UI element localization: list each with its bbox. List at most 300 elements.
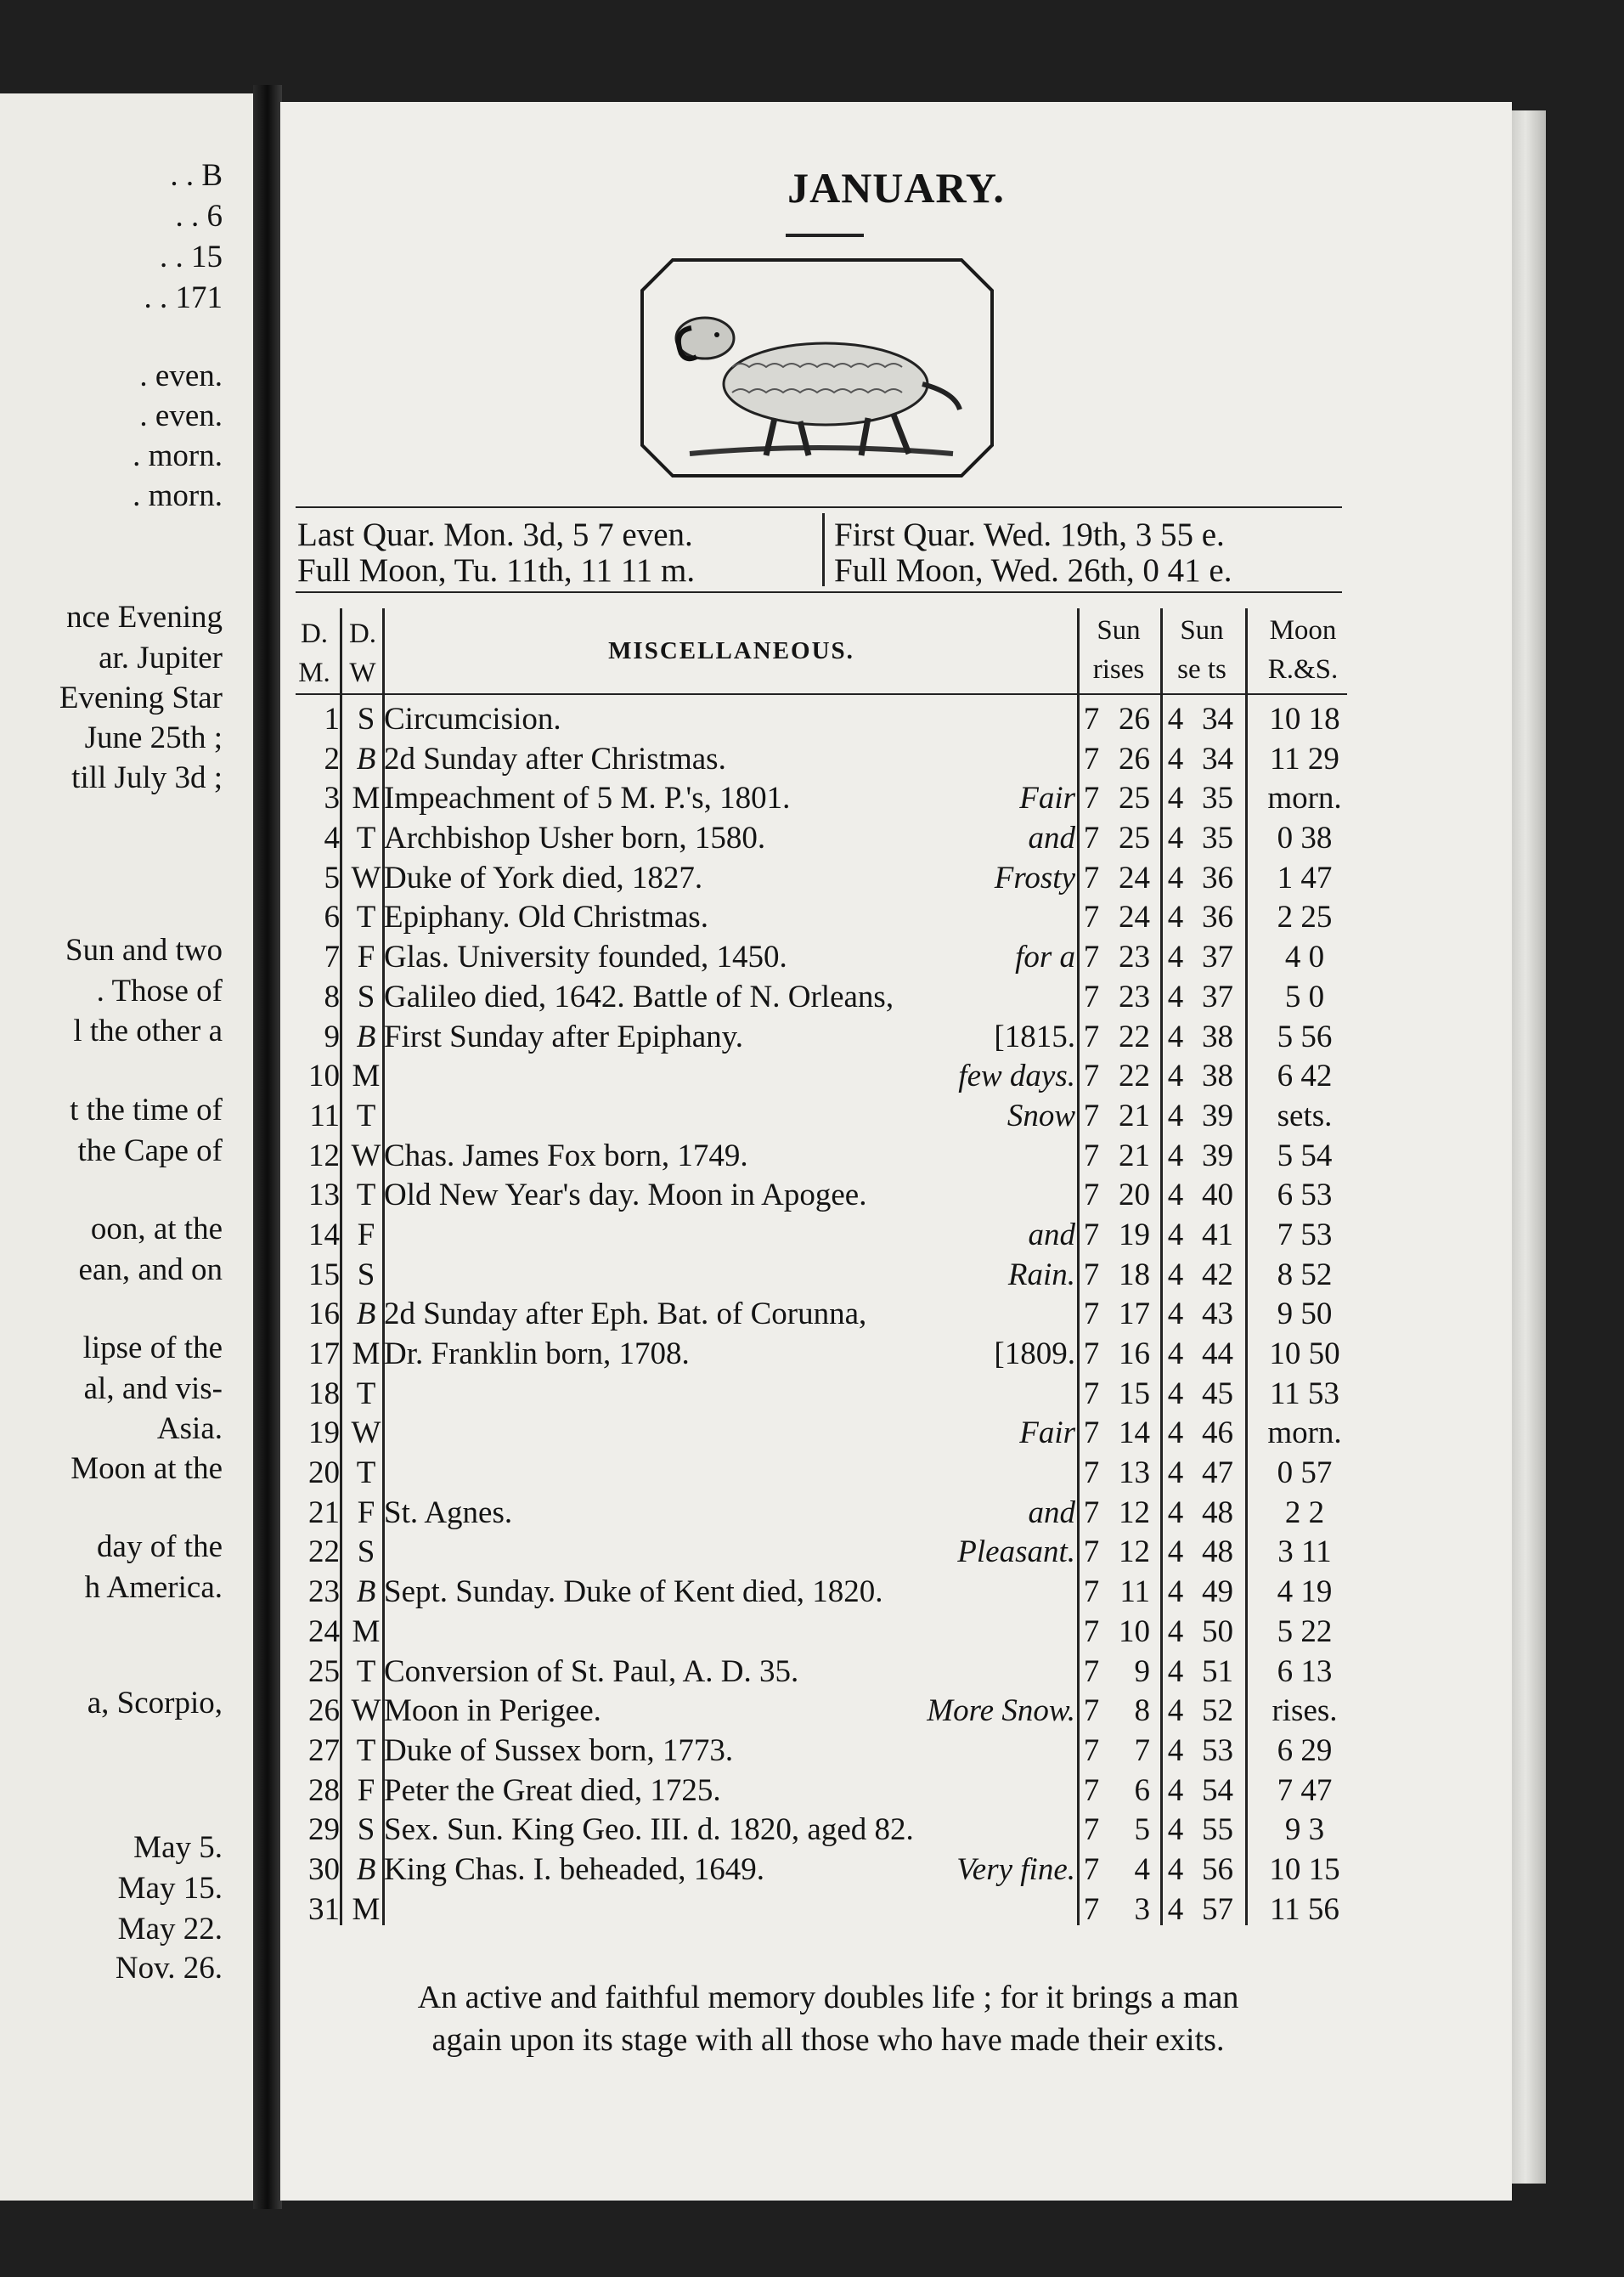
sunset-minute: 44 [1202, 1336, 1233, 1371]
event-text: Peter the Great died, 1725. [384, 1772, 721, 1808]
day-of-month: 14 [308, 1217, 340, 1252]
sunrise-minute: 16 [1119, 1336, 1150, 1371]
day-of-month: 23 [308, 1574, 340, 1610]
day-of-week: F [357, 1772, 375, 1808]
sunrise-hour: 7 [1083, 1732, 1100, 1768]
table-row [289, 1176, 1351, 1216]
left-fragment-line: Sun and two [65, 933, 223, 968]
sunrise-hour: 7 [1083, 1098, 1100, 1133]
weather-note: and [1028, 1494, 1075, 1530]
sunset-hour: 4 [1167, 900, 1184, 935]
table-row [289, 1335, 1351, 1375]
sunset-minute: 38 [1202, 1059, 1233, 1094]
sunrise-minute: 25 [1119, 821, 1150, 856]
ram-icon [639, 257, 995, 479]
left-fragment-line: lipse of the [82, 1331, 223, 1365]
day-of-month: 7 [324, 940, 340, 975]
sunrise-minute: 4 [1134, 1851, 1150, 1887]
sunrise-minute: 12 [1119, 1534, 1150, 1570]
day-of-week: T [356, 1376, 376, 1411]
sunset-minute: 40 [1202, 1178, 1233, 1213]
day-of-month: 18 [308, 1376, 340, 1411]
event-text: Circumcision. [384, 702, 561, 737]
sunset-hour: 4 [1167, 781, 1184, 816]
left-fragment-line: May 22. [117, 1912, 223, 1946]
phase-divider [822, 513, 825, 586]
moon-rise-set: 9 3 [1284, 1812, 1325, 1848]
event-text: Duke of York died, 1827. [384, 860, 703, 896]
phase-first-quarter: First Quar. Wed. 19th, 3 55 e. [834, 517, 1225, 553]
header-miscellaneous: MISCELLANEOUS. [608, 637, 854, 664]
sunset-minute: 43 [1202, 1297, 1233, 1332]
book-spine [253, 85, 282, 2209]
event-text: 2d Sunday after Eph. Bat. of Corunna, [384, 1297, 867, 1332]
table-row [289, 1295, 1351, 1335]
table-row [289, 779, 1351, 819]
table-row [289, 1771, 1351, 1811]
sunset-hour: 4 [1167, 1534, 1184, 1570]
day-of-week: M [352, 1336, 381, 1371]
sunrise-hour: 7 [1083, 900, 1100, 935]
table-row [289, 1573, 1351, 1613]
sunrise-hour: 7 [1083, 1059, 1100, 1094]
table-row [289, 740, 1351, 780]
left-fragment-line: June 25th ; [84, 720, 223, 755]
left-fragment-line: the Cape of [77, 1133, 223, 1168]
sunrise-hour: 7 [1083, 1494, 1100, 1530]
day-of-week: S [357, 1534, 375, 1570]
sunset-minute: 35 [1202, 821, 1233, 856]
day-of-month: 16 [308, 1297, 340, 1332]
day-of-month: 3 [324, 781, 340, 816]
day-of-week: F [357, 1494, 375, 1530]
table-row [289, 1375, 1351, 1415]
sunset-minute: 57 [1202, 1891, 1233, 1927]
weather-note: Very fine. [956, 1851, 1075, 1887]
sunset-minute: 51 [1202, 1653, 1233, 1689]
left-fragment-line: a, Scorpio, [87, 1686, 223, 1720]
day-of-month: 20 [308, 1455, 340, 1491]
day-of-month: 2 [324, 741, 340, 777]
phase-rule-bottom [296, 591, 1342, 593]
left-fragment-line: al, and vis- [83, 1371, 223, 1406]
day-of-week: W [351, 1415, 381, 1451]
day-of-month: 13 [308, 1178, 340, 1213]
day-of-week: T [356, 1455, 376, 1491]
left-fragment-line: l the other a [73, 1014, 223, 1048]
title-rule [786, 234, 864, 237]
weather-note: Pleasant. [957, 1534, 1075, 1570]
day-of-week: M [352, 1891, 381, 1927]
sunset-hour: 4 [1167, 1891, 1184, 1927]
day-of-month: 6 [324, 900, 340, 935]
table-row [289, 859, 1351, 899]
weather-note: Fair [1019, 781, 1075, 816]
event-text: 2d Sunday after Christmas. [384, 741, 726, 777]
table-row [289, 1890, 1351, 1930]
sunset-hour: 4 [1167, 1178, 1184, 1213]
day-of-month: 29 [308, 1812, 340, 1848]
moon-rise-set: 4 19 [1277, 1574, 1333, 1610]
moon-rise-set: 8 52 [1277, 1257, 1333, 1292]
sunrise-hour: 7 [1083, 1297, 1100, 1332]
sunset-minute: 36 [1202, 860, 1233, 896]
sunrise-minute: 14 [1119, 1415, 1150, 1451]
sunrise-minute: 7 [1134, 1732, 1150, 1768]
sunset-hour: 4 [1167, 1297, 1184, 1332]
table-row [289, 1732, 1351, 1771]
day-of-week: T [356, 1098, 376, 1133]
sunset-minute: 42 [1202, 1257, 1233, 1292]
weather-note: Frosty [994, 860, 1075, 896]
left-fragment-line: . Those of [96, 974, 223, 1009]
day-of-month: 17 [308, 1336, 340, 1371]
day-of-month: 25 [308, 1653, 340, 1689]
quote-line-1: An active and faithful memory doubles life ; for it brings a man [417, 1980, 1239, 2015]
sunrise-hour: 7 [1083, 1574, 1100, 1610]
sunrise-hour: 7 [1083, 1653, 1100, 1689]
sunrise-hour: 7 [1083, 702, 1100, 737]
sunset-hour: 4 [1167, 1059, 1184, 1094]
moon-rise-set: 1 47 [1277, 860, 1333, 896]
moon-rise-set: 5 22 [1277, 1613, 1333, 1649]
table-row [289, 1256, 1351, 1296]
table-row [289, 819, 1351, 859]
sunset-hour: 4 [1167, 1217, 1184, 1252]
sunrise-minute: 21 [1119, 1138, 1150, 1173]
sunset-hour: 4 [1167, 1336, 1184, 1371]
day-of-month: 1 [324, 702, 340, 737]
left-fragment-line: h America. [84, 1570, 223, 1605]
left-fragment-line: May 5. [133, 1830, 223, 1865]
sunrise-hour: 7 [1083, 1772, 1100, 1808]
sunrise-hour: 7 [1083, 979, 1100, 1014]
sunrise-minute: 24 [1119, 860, 1150, 896]
table-row [289, 1137, 1351, 1177]
sunset-hour: 4 [1167, 1693, 1184, 1729]
sunrise-hour: 7 [1083, 860, 1100, 896]
moon-rise-set: 4 0 [1284, 940, 1325, 975]
moon-rise-set: 6 13 [1277, 1653, 1333, 1689]
weather-note: Fair [1019, 1415, 1075, 1451]
day-of-month: 28 [308, 1772, 340, 1808]
sunrise-minute: 8 [1134, 1693, 1150, 1729]
moon-rise-set: 6 53 [1277, 1178, 1333, 1213]
day-of-week: T [356, 1178, 376, 1213]
day-of-month: 4 [324, 821, 340, 856]
sunrise-minute: 20 [1119, 1178, 1150, 1213]
phase-full-moon-1: Full Moon, Tu. 11th, 11 11 m. [297, 552, 696, 589]
sunrise-hour: 7 [1083, 1376, 1100, 1411]
sunset-minute: 49 [1202, 1574, 1233, 1610]
sunrise-hour: 7 [1083, 1891, 1100, 1927]
day-of-month: 31 [308, 1891, 340, 1927]
left-fragment-line: May 15. [117, 1871, 223, 1906]
table-row [289, 1216, 1351, 1256]
weather-note: for a [1015, 940, 1075, 975]
left-fragment-line: Nov. 26. [115, 1951, 223, 1986]
closing-quote [306, 1976, 1351, 2061]
sunrise-minute: 13 [1119, 1455, 1150, 1491]
day-of-week: B [356, 1851, 376, 1887]
sunrise-hour: 7 [1083, 1851, 1100, 1887]
event-text: Sex. Sun. King Geo. III. d. 1820, aged 82. [384, 1812, 914, 1848]
sunset-hour: 4 [1167, 979, 1184, 1014]
sunrise-minute: 15 [1119, 1376, 1150, 1411]
sunrise-hour: 7 [1083, 1336, 1100, 1371]
sunrise-hour: 7 [1083, 781, 1100, 816]
sunset-minute: 54 [1202, 1772, 1233, 1808]
moon-rise-set: 11 53 [1270, 1376, 1339, 1411]
day-of-month: 30 [308, 1851, 340, 1887]
table-row [289, 898, 1351, 938]
left-fragment-line: . morn. [133, 438, 223, 473]
quote-line-2: again upon its stage with all those who have made their exits. [431, 2022, 1225, 2058]
left-fragment-line: Moon at the [70, 1451, 223, 1486]
phase-last-quarter: Last Quar. Mon. 3d, 5 7 even. [297, 517, 693, 553]
table-row [289, 1811, 1351, 1850]
event-text: Epiphany. Old Christmas. [384, 900, 708, 935]
left-fragment-line: till July 3d ; [71, 760, 223, 795]
moon-rise-set: 2 25 [1277, 900, 1333, 935]
header-sunrise-top: Sun [1097, 615, 1141, 646]
moon-rise-set: 6 29 [1277, 1732, 1333, 1768]
sunrise-hour: 7 [1083, 1812, 1100, 1848]
sunset-minute: 34 [1202, 741, 1233, 777]
sunrise-minute: 23 [1119, 979, 1150, 1014]
sunrise-minute: 23 [1119, 940, 1150, 975]
day-of-week: M [352, 781, 381, 816]
page-title: JANUARY. [787, 164, 1005, 212]
header-sunrise-bottom: rises [1092, 654, 1145, 685]
day-of-week: W [351, 1138, 381, 1173]
moon-rise-set: morn. [1267, 1415, 1342, 1451]
day-of-month: 12 [308, 1138, 340, 1173]
day-of-week: S [357, 1257, 375, 1292]
sunset-minute: 36 [1202, 900, 1233, 935]
sunset-hour: 4 [1167, 702, 1184, 737]
sunrise-minute: 12 [1119, 1494, 1150, 1530]
sunset-minute: 37 [1202, 940, 1233, 975]
day-of-month: 9 [324, 1019, 340, 1054]
day-of-week: B [356, 1297, 376, 1332]
event-text: King Chas. I. beheaded, 1649. [384, 1851, 765, 1887]
left-fragment-line: . . 15 [160, 240, 223, 274]
table-row [289, 938, 1351, 978]
table-row [289, 1850, 1351, 1890]
moon-rise-set: 5 56 [1277, 1019, 1333, 1054]
day-of-month: 10 [308, 1059, 340, 1094]
sunrise-minute: 22 [1119, 1059, 1150, 1094]
event-text: Dr. Franklin born, 1708. [384, 1336, 690, 1371]
sunrise-minute: 17 [1119, 1297, 1150, 1332]
sunset-hour: 4 [1167, 1415, 1184, 1451]
weather-note: [1815. [994, 1019, 1075, 1054]
day-of-month: 26 [308, 1693, 340, 1729]
sunset-minute: 34 [1202, 702, 1233, 737]
left-fragment-line: day of the [97, 1529, 223, 1564]
moon-rise-set: 7 53 [1277, 1217, 1333, 1252]
sunrise-minute: 19 [1119, 1217, 1150, 1252]
table-row [289, 1057, 1351, 1097]
event-text: Galileo died, 1642. Battle of N. Orleans, [384, 979, 894, 1014]
day-of-week: T [356, 900, 376, 935]
day-of-month: 11 [309, 1098, 340, 1133]
sunrise-hour: 7 [1083, 1019, 1100, 1054]
sunset-minute: 56 [1202, 1851, 1233, 1887]
event-text: Glas. University founded, 1450. [384, 940, 787, 975]
moon-rise-set: 7 47 [1277, 1772, 1333, 1808]
table-row [289, 1097, 1351, 1137]
left-fragment-line: . . 171 [144, 280, 223, 315]
weather-note: few days. [958, 1059, 1075, 1094]
sunrise-minute: 26 [1119, 702, 1150, 737]
table-row [289, 1494, 1351, 1534]
sunset-minute: 37 [1202, 979, 1233, 1014]
phase-rule-top [296, 506, 1342, 508]
sunset-minute: 48 [1202, 1494, 1233, 1530]
header-moon-bottom: R.&S. [1267, 654, 1339, 685]
moon-rise-set: 10 18 [1269, 702, 1340, 737]
sunrise-minute: 3 [1134, 1891, 1150, 1927]
table-row [289, 1454, 1351, 1494]
sunset-minute: 55 [1202, 1812, 1233, 1848]
event-text: Chas. James Fox born, 1749. [384, 1138, 748, 1173]
left-fragment-line: t the time of [70, 1093, 223, 1127]
day-of-week: T [356, 821, 376, 856]
sunrise-hour: 7 [1083, 940, 1100, 975]
sunset-hour: 4 [1167, 1138, 1184, 1173]
event-text: St. Agnes. [384, 1494, 513, 1530]
sunset-minute: 35 [1202, 781, 1233, 816]
event-text: Duke of Sussex born, 1773. [384, 1732, 734, 1768]
sunset-hour: 4 [1167, 741, 1184, 777]
header-rule [296, 693, 1347, 695]
day-of-week: B [356, 741, 376, 777]
sunrise-hour: 7 [1083, 1415, 1100, 1451]
weather-note: More Snow. [927, 1693, 1075, 1729]
sunrise-minute: 18 [1119, 1257, 1150, 1292]
sunset-hour: 4 [1167, 1613, 1184, 1649]
day-of-month: 8 [324, 979, 340, 1014]
sunrise-minute: 6 [1134, 1772, 1150, 1808]
day-of-week: T [356, 1732, 376, 1768]
day-of-week: M [352, 1059, 381, 1094]
table-row [289, 1692, 1351, 1732]
sunset-hour: 4 [1167, 1653, 1184, 1689]
moon-rise-set: 11 29 [1270, 741, 1339, 777]
event-text: Sept. Sunday. Duke of Kent died, 1820. [384, 1574, 883, 1610]
day-of-week: B [356, 1019, 376, 1054]
event-text: Moon in Perigee. [384, 1693, 601, 1729]
left-fragment-line: . . B [170, 158, 223, 193]
sunrise-hour: 7 [1083, 741, 1100, 777]
sunset-minute: 47 [1202, 1455, 1233, 1491]
sunset-hour: 4 [1167, 940, 1184, 975]
sunset-hour: 4 [1167, 1494, 1184, 1530]
sunrise-minute: 10 [1119, 1613, 1150, 1649]
sunrise-hour: 7 [1083, 821, 1100, 856]
weather-note: [1809. [994, 1336, 1075, 1371]
sunset-hour: 4 [1167, 1732, 1184, 1768]
sunset-minute: 46 [1202, 1415, 1233, 1451]
moon-rise-set: 2 2 [1284, 1494, 1325, 1530]
weather-note: Snow [1007, 1098, 1075, 1133]
moon-rise-set: 11 56 [1270, 1891, 1339, 1927]
sunset-minute: 39 [1202, 1138, 1233, 1173]
day-of-month: 22 [308, 1534, 340, 1570]
sunset-minute: 38 [1202, 1019, 1233, 1054]
day-of-month: 24 [308, 1613, 340, 1649]
left-fragment-line: nce Evening [66, 600, 223, 635]
sunset-hour: 4 [1167, 1812, 1184, 1848]
sunset-minute: 39 [1202, 1098, 1233, 1133]
table-row [289, 700, 1351, 740]
sunrise-hour: 7 [1083, 1138, 1100, 1173]
left-fragment-line: ean, and on [78, 1252, 223, 1287]
sunset-hour: 4 [1167, 1098, 1184, 1133]
day-of-month: 21 [308, 1494, 340, 1530]
day-of-month: 19 [308, 1415, 340, 1451]
event-text: First Sunday after Epiphany. [384, 1019, 744, 1054]
moon-rise-set: 0 38 [1277, 821, 1333, 856]
header-dw-top: D. [348, 619, 377, 649]
page-edge [1512, 110, 1546, 2184]
table-row [289, 1018, 1351, 1058]
moon-rise-set: sets. [1277, 1098, 1333, 1133]
day-of-week: F [357, 940, 375, 975]
sunset-hour: 4 [1167, 1376, 1184, 1411]
left-fragment-line: . . 6 [175, 199, 223, 234]
sunset-minute: 50 [1202, 1613, 1233, 1649]
left-fragment-line: . morn. [133, 478, 223, 513]
header-dw-bottom: W [349, 658, 376, 688]
sunset-hour: 4 [1167, 1851, 1184, 1887]
event-text: Conversion of St. Paul, A. D. 35. [384, 1653, 799, 1689]
day-of-week: T [356, 1653, 376, 1689]
sunrise-minute: 22 [1119, 1019, 1150, 1054]
sunset-minute: 53 [1202, 1732, 1233, 1768]
table-row [289, 1414, 1351, 1454]
table-row [289, 1533, 1351, 1573]
day-of-week: W [351, 860, 381, 896]
day-of-week: W [351, 1693, 381, 1729]
sunrise-minute: 26 [1119, 741, 1150, 777]
left-fragment-line: oon, at the [90, 1212, 223, 1246]
moon-rise-set: 0 57 [1277, 1455, 1333, 1491]
day-of-week: B [356, 1574, 376, 1610]
table-row [289, 978, 1351, 1018]
sunset-hour: 4 [1167, 1019, 1184, 1054]
day-of-month: 15 [308, 1257, 340, 1292]
moon-rise-set: 10 50 [1269, 1336, 1340, 1371]
left-fragment-line: ar. Jupiter [99, 641, 223, 675]
sunrise-hour: 7 [1083, 1217, 1100, 1252]
header-dm-top: D. [300, 619, 329, 649]
sunset-hour: 4 [1167, 1257, 1184, 1292]
sunrise-hour: 7 [1083, 1257, 1100, 1292]
sunset-minute: 52 [1202, 1693, 1233, 1729]
sunrise-minute: 5 [1134, 1812, 1150, 1848]
moon-rise-set: morn. [1267, 781, 1342, 816]
sunset-hour: 4 [1167, 821, 1184, 856]
table-row [289, 1613, 1351, 1653]
sunset-minute: 41 [1202, 1217, 1233, 1252]
almanac-table [289, 700, 1351, 1930]
left-fragment-line: Asia. [156, 1411, 223, 1446]
day-of-month: 5 [324, 860, 340, 896]
day-of-month: 27 [308, 1732, 340, 1768]
